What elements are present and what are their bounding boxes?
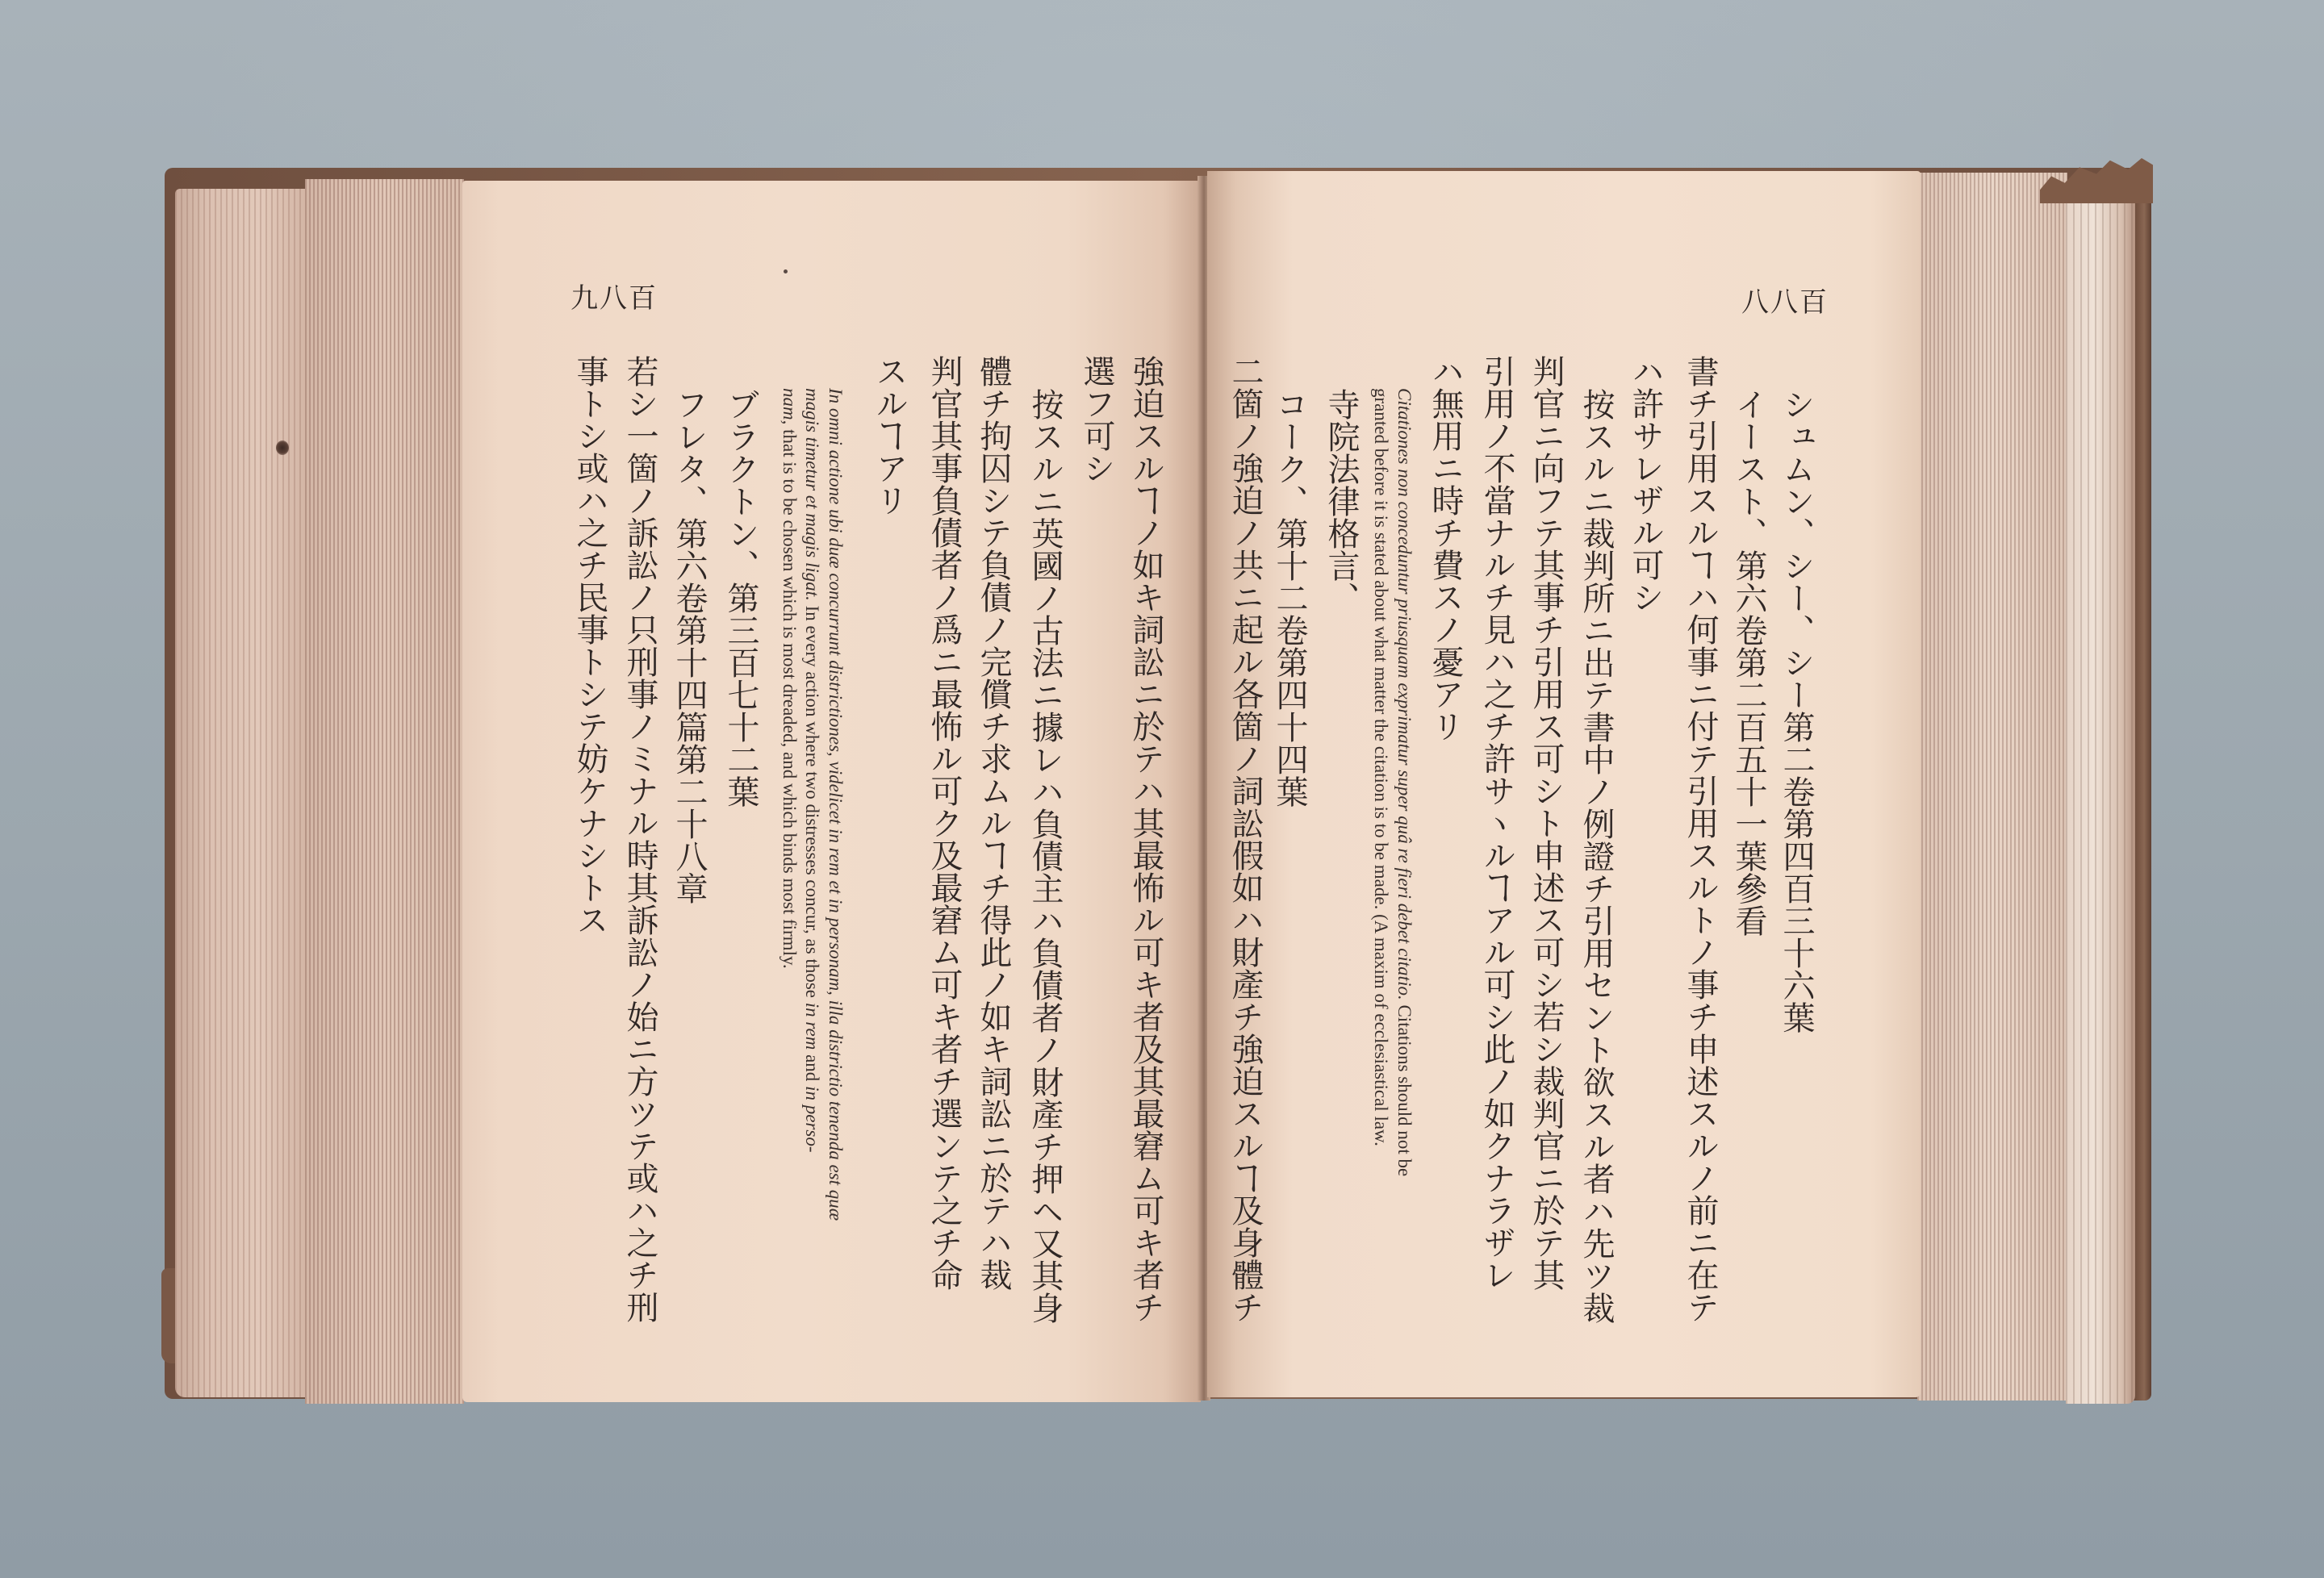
left-page — [462, 181, 1201, 1402]
latin-text-line — [1369, 388, 1392, 1146]
latin-text-line — [800, 388, 823, 1152]
latin-text-segment: in rem — [802, 1002, 822, 1050]
text-column: 判官其事負債者ノ爲ニ最怖ル可ク及最窘ム可キ者チ選ンテ之チ命 — [926, 355, 963, 1291]
text-column: 按スルニ英國ノ古法ニ據レハ負債主ハ負債者ノ財產チ押ヘ又其身 — [1026, 388, 1064, 1324]
text-column: 事トシ或ハ之チ民事トシテ妨ケナシトス — [571, 355, 608, 936]
ink-speck — [784, 269, 788, 273]
english-text-segment: that is to be chosen which is most dreaded, and which binds most firmly. — [780, 424, 800, 969]
citation-column: イースト、第六卷第二百五十一葉參看 — [1730, 388, 1767, 937]
right-page — [1207, 171, 1921, 1397]
text-column: 選フ可シ — [1078, 355, 1115, 484]
book-cover-right-edge — [2134, 169, 2151, 1401]
book-cover-torn-edge — [2040, 158, 2153, 203]
citation-column: 寺院法律格言、 — [1323, 388, 1360, 614]
citation-column: ブラクトン、第三百七十二葉 — [722, 388, 759, 808]
page-number: 八八百 — [1741, 286, 1829, 319]
latin-text-segment: In omni actione ubi duæ concurrunt districtiones, videlicet in rem et in personam, illa districtio tenenda est quæ — [826, 388, 846, 1221]
page-edges-left-outer — [175, 189, 307, 1397]
text-column: ハ無用ニ時チ費スノ憂アリ — [1427, 355, 1464, 742]
page-number: 九八百 — [571, 282, 658, 315]
text-column: 書チ引用スルヿハ何事ニ付テ引用スルトノ事チ申述スルノ前ニ在テ — [1682, 355, 1719, 1323]
text-column: 二箇ノ強迫ノ共ニ起ル各箇ノ詞訟假如ハ財產チ強迫スルヿ及身體チ — [1227, 355, 1264, 1323]
latin-text-line — [778, 388, 800, 969]
english-text-segment: In every action where two distresses concur, as those — [802, 600, 822, 1003]
text-column: 判官ニ向フテ其事チ引用ス可シト申述ス可シ若シ裁判官ニ於テ其 — [1528, 355, 1565, 1291]
latin-text-segment: magis timetur et magis ligat. — [802, 388, 822, 601]
latin-text-segment: in perso- — [802, 1086, 822, 1153]
citation-column: フレタ、第六卷第十四篇第二十八章 — [671, 388, 708, 904]
citation-column: コーク、第十二卷第四十四葉 — [1271, 388, 1308, 808]
latin-text-line — [824, 388, 846, 1221]
page-edges-left — [305, 179, 464, 1404]
page-edges-right-outer — [2066, 181, 2135, 1404]
text-column: スルヿアリ — [871, 355, 908, 516]
text-column: 按スルニ裁判所ニ出テ書中ノ例證チ引用セント欲スル者ハ先ツ裁 — [1578, 388, 1615, 1324]
text-column: 若シ一箇ノ訴訟ノ只刑事ノミナル時其訴訟ノ始ニ方ツテ或ハ之チ刑 — [621, 355, 658, 1323]
text-column: ハ許サレザル可シ — [1627, 355, 1664, 613]
stain-spot — [276, 440, 289, 455]
latin-text-segment: Citationes non conceduntur priusquam exprimatur super quâ re fieri debet citatio. — [1394, 388, 1415, 1000]
english-text-segment: Citations should not be — [1394, 1000, 1415, 1177]
latin-text-segment: nam, — [780, 388, 800, 425]
english-text-segment: and — [802, 1050, 822, 1087]
text-column: 體チ拘囚シテ負債ノ完償チ求ムルヿチ得此ノ如キ詞訟ニ於テハ裁 — [975, 355, 1012, 1291]
english-text-segment: granted before it is stated about what matter the citation is to be made. (A maxim of ecclesiastical law. — [1371, 388, 1391, 1146]
latin-text-line — [1393, 388, 1415, 1176]
page-edges-right — [1917, 173, 2067, 1401]
citation-column: シュムン、シー、シー第二卷第四百三十六葉 — [1778, 388, 1815, 1033]
text-column: 強迫スルヿノ如キ詞訟ニ於テハ其最怖ル可キ者及其最窘ム可キ者チ — [1127, 355, 1164, 1323]
text-column: 引用ノ不當ナルチ見ハ之チ許サヽルヿアル可シ此ノ如クナラザレ — [1478, 355, 1515, 1291]
